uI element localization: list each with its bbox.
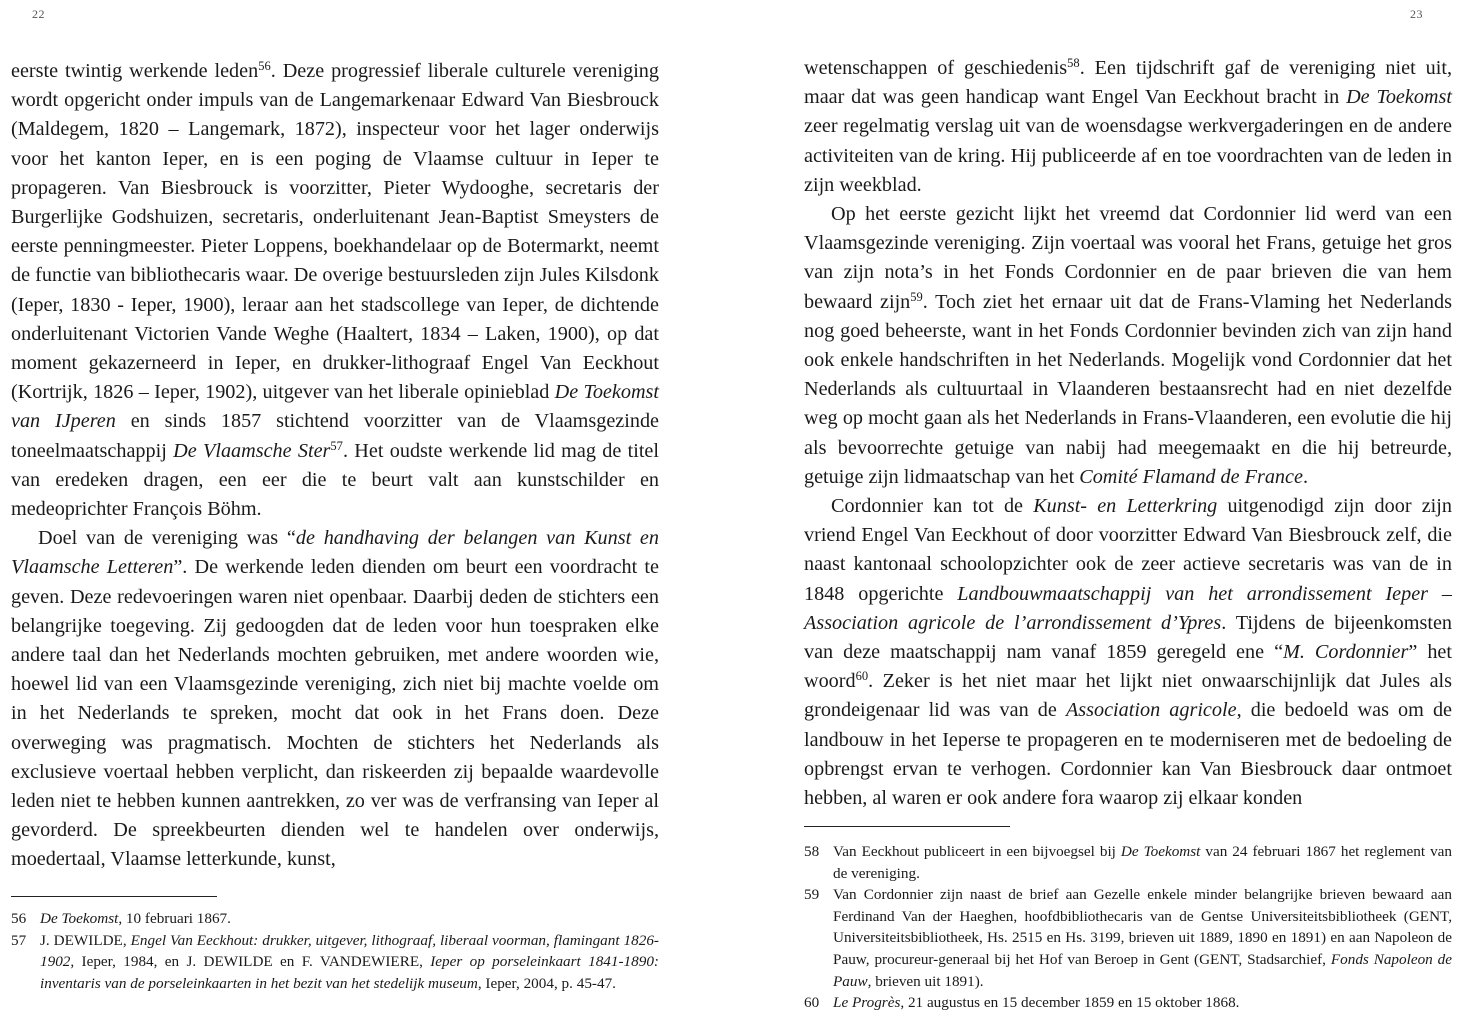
body-text bbox=[11, 57, 659, 875]
footnote-text: Van Eeckhout publiceert in een bijvoegsel bij De Toekomst van 24 februari 1867 het reglement van de vereniging. bbox=[833, 843, 1453, 882]
paragraph: Doel van de vereniging was “de handhaving der belangen van Kunst en Vlaamsche Letteren”. De werkende leden dienden om beurt een voordracht te geven. Deze redevoeringen waren niet openbaar. Daarbij deden de stichters een belangrijke toegeving. Zij gedoogden dat de leden voor hun toespraken elke andere taal dan het Nederlands mochten gebruiken, met andere woorden wie, hoewel lid van een Vlaamsgezinde vereniging, zich niet bij machte voelde om in het Nederlands te spreken, mocht dat ook in het Frans doen. Deze overweging was pragmatisch. Mochten de stichters het Nederlands als exclusieve voertaal hebben verplicht, dan riskeerden zij bepaalde waardevolle leden niet te hebben kunnen aantrekken, zo ver was de verfransing van Ieper al gevorderd. De spreekbeurten dienden wel te handelen over onderwijs, moedertaal, Vlaamse letterkunde, kunst, bbox=[11, 527, 660, 871]
footnote-text: De Toekomst, 10 februari 1867. bbox=[40, 910, 231, 927]
paragraph: Cordonnier kan tot de Kunst- en Letterkring uitgenodigd zijn door zijn vriend Engel Van Eeckhout of door voorzitter Edward Van Biesbrouck zelf, die naast kantonaal schoolopzichter ook de zeer actieve secretaris was van de in 1848 opgerichte Landbouwmaatschappij van het arrondissement Ieper – Association agricole de l’arrondissement d’Ypres. Tijdens de bijeenkomsten van deze maatschappij nam vanaf 1859 geregeld ene “M. Cordonnier” het woord$^{60}$. Zeker is het niet maar het lijkt niet onwaarschijnlijk dat Jules als grondeigenaar lid was van de Association agricole, die bedoeld was om de landbouw in het Ieperse te propageren en te moderniseren met de bedoeling de opbrengst ervan te verhogen. Cordonnier kan Van Biesbrouck daar ontmoet hebben, al waren er ook andere fora waarop zij elkaar konden bbox=[804, 495, 1453, 810]
footnote-text: J. DEWILDE, Engel Van Eeckhout: drukker, uitgever, lithograaf, liberaal voorman, flamingant 1826-1902, Ieper, 1984, en J. DEWILDE en F. VANDEWIERE, Ieper op porseleinkaart 1841-1890: inventaris van de porseleinkaarten in het bezit van het stedelijk museum, Ieper, 2004, p. 45-47. bbox=[40, 931, 659, 992]
footnotes bbox=[11, 908, 659, 994]
footnote-ref: 60 bbox=[855, 669, 869, 684]
footnote bbox=[804, 884, 1452, 992]
paragraph: wetenschappen of geschiedenis$^{58}$. Een tijdschrift gaf de vereniging niet uit, maar dat was geen handicap want Engel Van Eeckhout bracht in De Toekomst zeer regelmatig verslag uit van de woensdagse werkvergaderingen en de andere activiteiten van de kring. Hij publiceerde af en toe voordrachten van de leden in zijn weekblad. bbox=[804, 56, 1453, 196]
footnote bbox=[11, 930, 659, 995]
footnote-ref: 56 bbox=[258, 59, 271, 74]
footnote-number: 60 bbox=[804, 994, 820, 1012]
footnote-text: Le Progrès, 21 augustus en 15 december 1859 en 15 oktober 1868. bbox=[833, 994, 1240, 1012]
paragraph: eerste twintig werkende leden$^{56}$. Deze progressief liberale culturele vereniging wordt opgericht onder impuls van de Langemarkenaar Edward Van Biesbrouck (Maldegem, 1820 – Langemark, 1872), inspecteur voor het lager onderwijs voor het kanton Ieper, en is een poging de Vlaamse cultuur in Ieper te propageren. Van Biesbrouck is voorzitter, Pieter Wydooghe, secretaris der Burgerlijke Godshuizen, secretaris, onderluitenant Jean-Baptist Smeysters de eerste penningmeester. Pieter Loppens, boekhandelaar op de Botermarkt, neemt de functie van bibliothecaris waar. De overige bestuursleden zijn Jules Kilsdonk (Ieper, 1830 - Ieper, 1900), leraar aan het stadscollege van Ieper, de dichtende onderluitenant Victorien Vande Weghe (Haaltert, 1834 – Laken, 1900), op dat moment gekazerneerd in Ieper, en drukker-lithograaf Engel Van Eeckhout (Kortrijk, 1826 – Ieper, 1902), uitgever van het liberale opinieblad De Toekomst van IJperen en sinds 1857 stichtend voorzitter van de Vlaamsgezinde toneelmaatschappij De Vlaamsche Ster$^{57}$. Het oudste werkende lid mag de titel van eredeken dragen, een eer die te beurt valt aan kunstschilder en medeoprichter François Böhm. bbox=[11, 59, 659, 521]
footnote-ref: 57 bbox=[330, 438, 343, 453]
footnote bbox=[11, 908, 659, 930]
footnote-divider bbox=[804, 826, 1010, 827]
page-number: 23 bbox=[1410, 7, 1423, 21]
footnote bbox=[804, 992, 1452, 1014]
footnote-ref: 58 bbox=[1067, 56, 1080, 71]
footnote-number: 57 bbox=[11, 931, 27, 949]
footnote-number: 56 bbox=[11, 910, 27, 927]
footnote-divider bbox=[11, 896, 217, 897]
footnote-number: 59 bbox=[804, 886, 820, 904]
footnote-number: 58 bbox=[804, 843, 820, 860]
body-text bbox=[804, 54, 1452, 813]
right-page bbox=[729, 0, 1458, 1027]
footnote bbox=[804, 841, 1452, 884]
footnote-ref: 59 bbox=[910, 289, 923, 304]
page-number: 22 bbox=[32, 7, 45, 21]
footnotes bbox=[804, 841, 1452, 1014]
footnote-text: Van Cordonnier zijn naast de brief aan Gezelle enkele minder belangrijke brieven bewaard aan Ferdinand Van der Haeghen, hoofdbibliothecaris van de Gentse Universiteitsbibliotheek (GENT, Universiteitsbibliotheek, Hs. 2515 en Hs. 3199, brieven uit 1889, 1890 en 1891) en aan Napoleon de Pauw, procureur-generaal bij het Hof van Beroep in Gent (GENT, Stadsarchief, Fonds Napoleon de Pauw, brieven uit 1891). bbox=[833, 886, 1452, 990]
paragraph: Op het eerste gezicht lijkt het vreemd dat Cordonnier lid werd van een Vlaamsgezinde vereniging. Zijn voertaal was vooral het Frans, getuige het gros van zijn nota’s in het Fonds Cordonnier en de paar brieven die van hem bewaard zijn$^{59}$. Toch ziet het ernaar uit dat de Frans-Vlaming het Nederlands nog goed beheerste, want in het Fonds Cordonnier bevinden zich van zijn hand ook enkele handschriften in het Nederlands. Mogelijk vond Cordonnier dat het Nederlands als cultuurtaal in Vlaanderen bestaansrecht had en niet dezelfde weg op mocht gaan als het Nederlands in Frans-Vlaanderen, een evolutie die hij als bevoorrechte getuige van nabij had meegemaakt en die hij betreurde, getuige zijn lidmaatschap van het Comité Flamand de France. bbox=[804, 203, 1452, 488]
